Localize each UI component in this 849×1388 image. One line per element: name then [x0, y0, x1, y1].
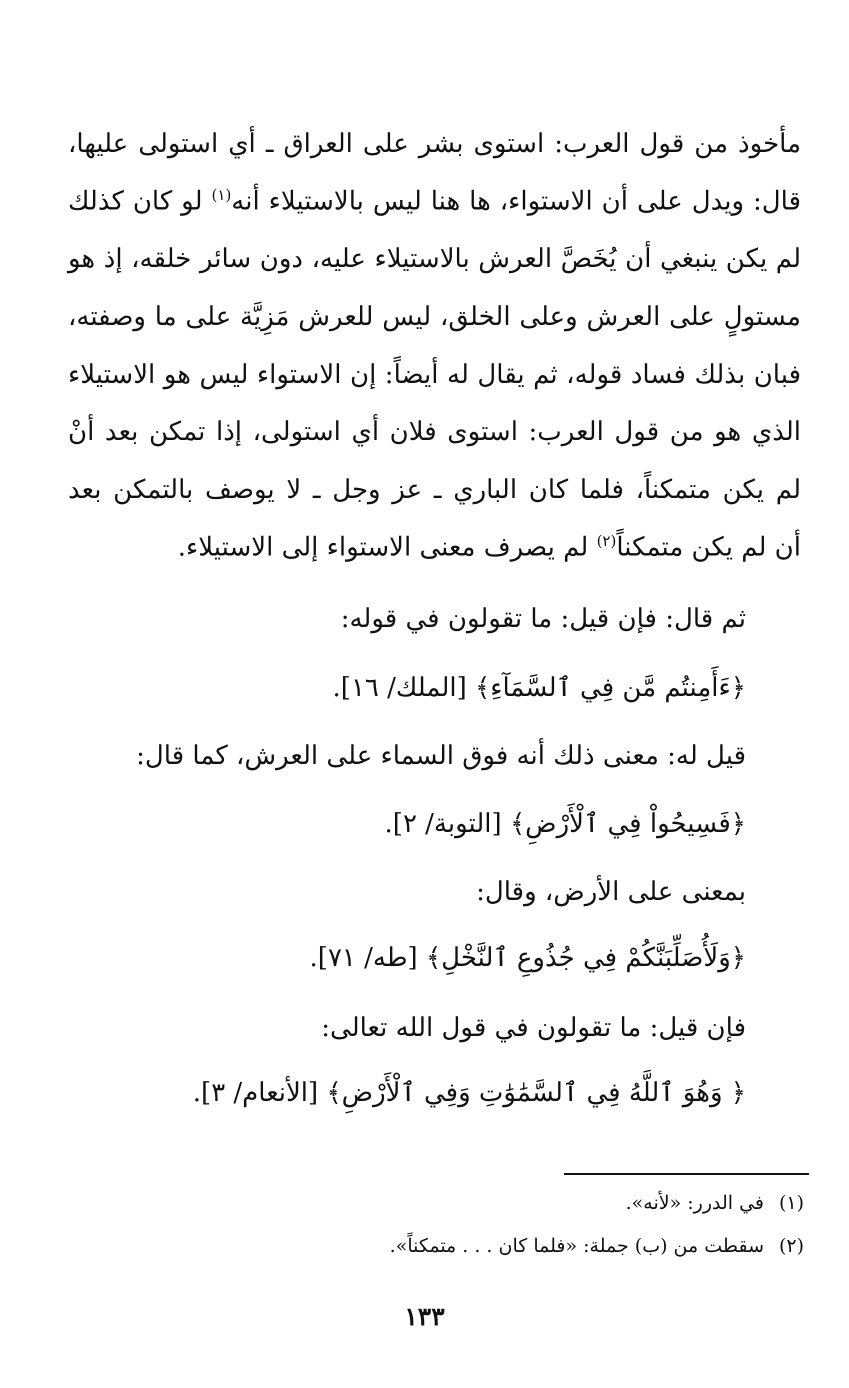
quran-verse: ﴿ءَأَمِنتُم مَّن فِي ٱلسَّمَآءِ﴾ [الملك/ ١٦].	[332, 673, 746, 703]
footnote	[390, 1235, 804, 1257]
text-line: مأخوذ من قول العرب: استوى بشر على العراق ـ أي استولى عليها،	[68, 129, 801, 159]
quran-verse: ﴿ وَهُوَ ٱللَّهُ فِي ٱلسَّمَٰوَٰتِ وَفِي ٱلْأَرْضِ﴾ [الأنعام/ ٣].	[192, 1078, 746, 1108]
text-line: فإن قيل: ما تقولون في قول الله تعالى:	[321, 1013, 746, 1043]
footnote-number: (١)	[778, 1192, 804, 1214]
text-line	[68, 188, 801, 215]
text-line: ثم قال: فإن قيل: ما تقولون في قوله:	[340, 604, 746, 634]
quran-verse: ﴿وَلَأُصَلِّبَنَّكُمْ فِي جُذُوعِ ٱلنَّخْلِ﴾ [طه/ ٧١].	[309, 943, 746, 973]
text-line	[178, 534, 801, 561]
text-line: بمعنى على الأرض، وقال:	[476, 877, 746, 907]
footnote-marker[interactable]: (١)	[211, 186, 232, 204]
text-segment: أن لم يكن متمكناً	[616, 532, 801, 563]
footnote-text: سقطت من (ب) جملة: «فلما كان . . . متمكناً».	[389, 1235, 764, 1257]
text-line: الذي هو من قول العرب: استوى فلان أي استولى، إذا تمكن بعد أنْ	[68, 417, 801, 447]
footnote	[626, 1192, 804, 1214]
footnote-divider	[564, 1173, 809, 1175]
text-line: قيل له: معنى ذلك أنه فوق السماء على العرش، كما قال:	[136, 741, 746, 771]
text-segment: قال: ويدل على أن الاستواء، ها هنا ليس بالاستيلاء أنه	[231, 186, 802, 217]
page-number: ١٣٣	[404, 1302, 445, 1331]
quran-verse: ﴿فَسِيحُواْ فِي ٱلْأَرْضِ﴾ [التوبة/ ٢].	[384, 809, 746, 839]
text-line: لم يكن متمكناً، فلما كان الباري ـ عز وجل ـ لا يوصف بالتمكن بعد	[68, 475, 801, 505]
text-line: مستولٍ على العرش وعلى الخلق، ليس للعرش مَزِيَّة على ما وصفته،	[68, 302, 801, 332]
text-line: فبان بذلك فساد قوله، ثم يقال له أيضاً: إن الاستواء ليس هو الاستيلاء	[68, 360, 801, 390]
text-segment: لم يصرف معنى الاستواء إلى الاستيلاء.	[177, 532, 597, 563]
footnote-marker[interactable]: (٢)	[596, 532, 617, 550]
footnote-number: (٢)	[778, 1235, 804, 1257]
text-segment: لو كان كذلك	[68, 186, 212, 217]
text-line: لم يكن ينبغي أن يُخَصَّ العرش بالاستيلاء عليه، دون سائر خلقه، إذ هو	[68, 244, 801, 274]
footnote-text: في الدرر: «لأنه».	[625, 1192, 764, 1214]
